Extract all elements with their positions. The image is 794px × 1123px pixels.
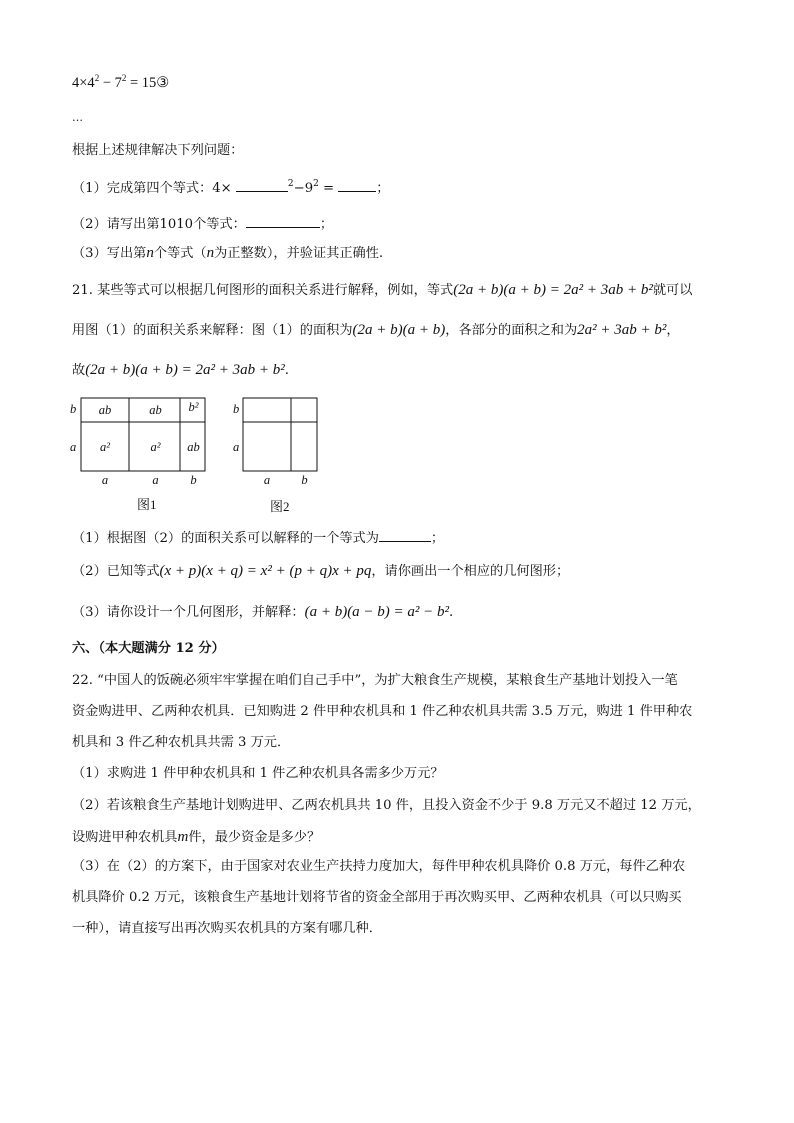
fig1-cell: ab xyxy=(149,403,162,417)
figure-2-grid xyxy=(242,397,318,473)
q20-part2: （2）请写出第1010个等式： ； xyxy=(72,213,333,234)
fig2-row-label-a: a xyxy=(233,440,240,454)
fig1-cell: a² xyxy=(100,440,110,454)
fig2-col-label: b xyxy=(301,473,308,487)
section-heading: 六、（本大题满分 12 分） xyxy=(72,641,225,656)
q20-part1: （1）完成第四个等式：$4\times ^2-9^2$ = ； xyxy=(72,179,390,196)
answer-blank xyxy=(246,213,320,228)
q22-part2-line2: 设购进甲种农机具m件，最少资金是多少？ xyxy=(72,829,321,845)
answer-blank xyxy=(236,177,288,192)
fig1-col-label: b xyxy=(190,473,197,487)
q21-part1: （1）根据图（2）的面积关系可以解释的一个等式为 ； xyxy=(72,527,444,548)
equation-3: $4\times 4^2 - 7^2$ = 15③ xyxy=(72,73,170,91)
figure-2-caption: 图2 xyxy=(270,499,290,514)
fig1-cell: a² xyxy=(150,440,161,454)
q22-part1: （1）求购进 1 件甲种农机具和 1 件乙种农机具各需多少万元？ xyxy=(72,766,444,781)
answer-blank xyxy=(338,177,376,192)
fig2-row-label-b: b xyxy=(233,402,240,416)
fig1-col-label: a xyxy=(152,473,159,487)
fig1-cell: b² xyxy=(188,400,199,414)
q20-part3: （3）写出第n个等式（n为正整数），并验证其正确性. xyxy=(72,245,384,261)
answer-blank xyxy=(379,527,431,542)
fig1-col-label: a xyxy=(101,473,109,487)
q22-line2: 资金购进甲、乙两种农机具．已知购进 2 件甲种农机具和 1 件乙种农机具共需 3.5 万元，购进 1 件甲种农 xyxy=(72,704,693,719)
q22-part3-line1: （3）在（2）的方案下，由于国家对农业生产扶持力度加大，每件甲种农机具降价 0.8 万元，每件乙种农 xyxy=(72,859,686,874)
q22-part2-line1: （2）若该粮食生产基地计划购进甲、乙两农机具共 10 件，且投入资金不少于 9.8 万元又不超过 12 万元， xyxy=(72,798,701,813)
q21-line1: 21. 某些等式可以根据几何图形的面积关系进行解释，例如，等式(2a + b)(a + b) = 2a² + 3ab + b²就可以 xyxy=(72,282,693,298)
q22-line3: 机具和 3 件乙种农机具共需 3 万元． xyxy=(72,735,291,750)
q21-part3: （3）请你设计一个几何图形，并解释：(a + b)(a − b) = a² − b². xyxy=(72,604,454,620)
fig2-col-label: a xyxy=(263,473,271,487)
q22-part3-line3: 一种），请直接写出再次购买农机具的方案有哪几种． xyxy=(72,921,382,936)
fig1-cell: ab xyxy=(187,440,200,454)
q21-part2: （2）已知等式(x + p)(x + q) = x² + (p + q)x + pq，请你画出一个相应的几何图形； xyxy=(72,563,570,579)
q20-intro: 根据上述规律解决下列问题： xyxy=(72,143,244,158)
q22-part3-line2: 机具降价 0.2 万元，该粮食生产基地计划将节省的资金全部用于再次购买甲、乙两种农机具（可以只购买 xyxy=(72,890,682,905)
q21-line3: 故(2a + b)(a + b) = 2a² + 3ab + b². xyxy=(72,362,289,378)
q22-line1: 22. “中国人的饭碗必须牢牢掌握在咱们自己手中”，为扩大粮食生产规模，某粮食生产基地计划投入一笔 xyxy=(72,673,678,688)
q21-line2: 用图（1）的面积关系来解释：图（1）的面积为(2a + b)(a + b)，各部分的面积之和为2a² + 3ab + b²， xyxy=(72,322,680,338)
ellipsis: … xyxy=(72,111,83,124)
fig1-row-label-b: b xyxy=(70,402,77,416)
fig1-cell: ab xyxy=(98,403,112,417)
figure-1-caption: 图1 xyxy=(137,497,157,512)
fig1-row-label-a: a xyxy=(70,440,77,454)
